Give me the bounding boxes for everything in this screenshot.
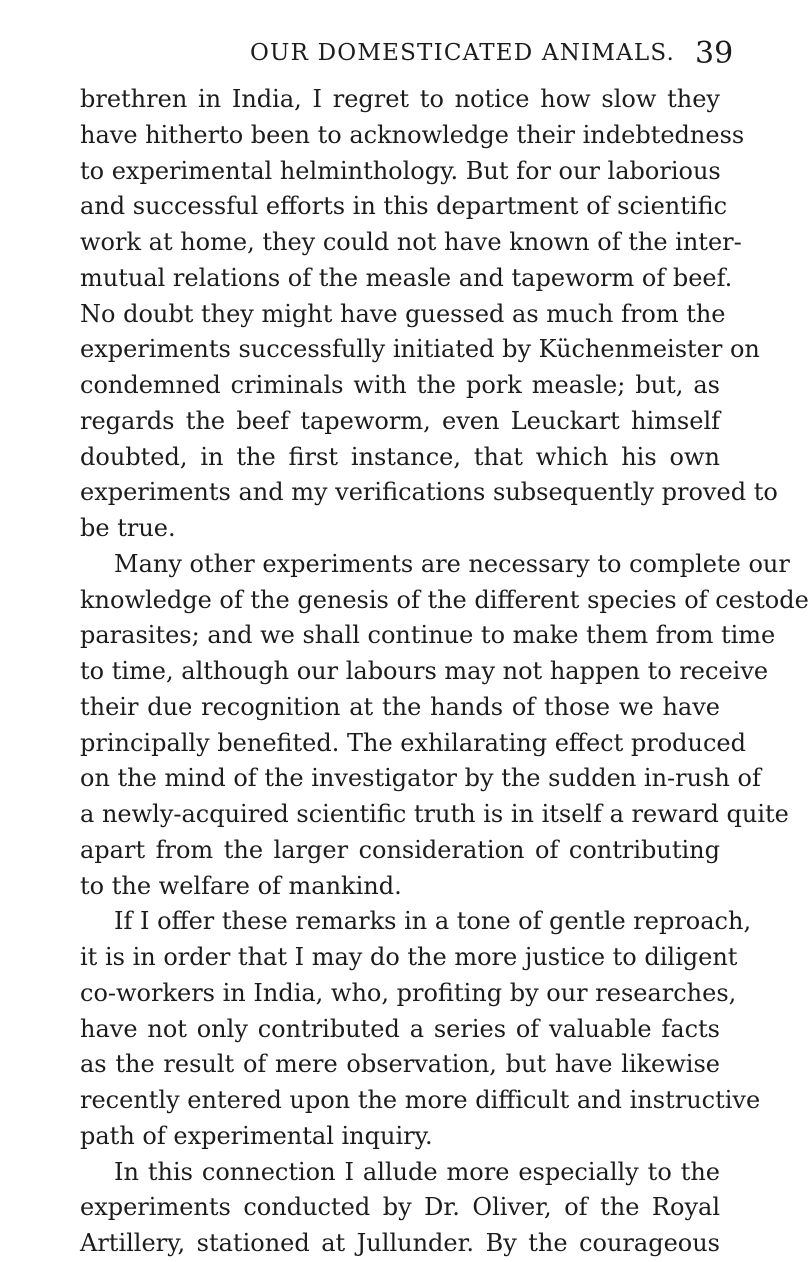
text-line: as the result of mere observation, but have likewise bbox=[80, 1050, 720, 1079]
text-line: condemned criminals with the pork measle; but, as bbox=[80, 371, 720, 399]
text-line: their due recognition at the hands of those we have bbox=[80, 692, 720, 721]
text-line: knowledge of the genesis of the different species of cestode bbox=[80, 585, 809, 614]
paragraph-end-line: to the welfare of mankind. bbox=[80, 871, 402, 900]
text-line: co-workers in India, who, profiting by our researches, bbox=[80, 978, 737, 1007]
running-title: OUR DOMESTICATED ANIMALS. bbox=[250, 40, 676, 66]
text-line: No doubt they might have guessed as much from the bbox=[80, 299, 726, 328]
text-line: work at home, they could not have known of the inter- bbox=[80, 228, 742, 256]
page-number: 39 bbox=[695, 36, 734, 71]
text-line: have not only contributed a series of valuable facts bbox=[80, 1014, 720, 1043]
paragraph-end-line: be true. bbox=[80, 514, 176, 542]
text-line: experiments successfully initiated by Küchenmeister on bbox=[80, 335, 760, 364]
paragraph-start-line: In this connection I allude more especially to the bbox=[114, 1157, 720, 1186]
text-line: recently entered upon the more difficult and instructive bbox=[80, 1086, 761, 1114]
running-head bbox=[0, 36, 800, 76]
paragraph-start-line: Many other experiments are necessary to complete our bbox=[114, 549, 790, 578]
text-line: apart from the larger consideration of contributing bbox=[80, 835, 720, 864]
text-line: mutual relations of the measle and tapeworm of beef. bbox=[80, 263, 733, 292]
text-line: experiments conducted by Dr. Oliver, of the Royal bbox=[80, 1193, 720, 1222]
text-line: and successful efforts in this department of scientific bbox=[80, 192, 728, 221]
text-line: Artillery, stationed at Jullunder. By the courageous bbox=[80, 1229, 720, 1257]
text-line: brethren in India, I regret to notice how slow they bbox=[80, 85, 720, 113]
text-line: on the mind of the investigator by the sudden in-rush of bbox=[80, 764, 761, 793]
text-line: regards the beef tapeworm, even Leuckart himself bbox=[80, 406, 720, 435]
text-line: have hitherto been to acknowledge their indebtedness bbox=[80, 120, 745, 149]
paragraph-end-line: path of experimental inquiry. bbox=[80, 1121, 433, 1150]
text-line: principally benefited. The exhilarating effect produced bbox=[80, 728, 746, 757]
text-line: doubted, in the first instance, that which his own bbox=[80, 442, 720, 471]
paragraph-start-line: If I offer these remarks in a tone of gentle reproach, bbox=[114, 907, 752, 936]
text-line: a newly-acquired scientific truth is in itself a reward quite bbox=[80, 800, 789, 828]
text-line: experiments and my verifications subsequently proved to bbox=[80, 478, 778, 507]
text-line: to time, although our labours may not happen to receive bbox=[80, 657, 769, 685]
text-line: parasites; and we shall continue to make them from time bbox=[80, 621, 776, 650]
text-line: it is in order that I may do the more justice to diligent bbox=[80, 943, 738, 971]
body-text bbox=[80, 82, 809, 1262]
text-line: to experimental helminthology. But for our laborious bbox=[80, 156, 721, 185]
